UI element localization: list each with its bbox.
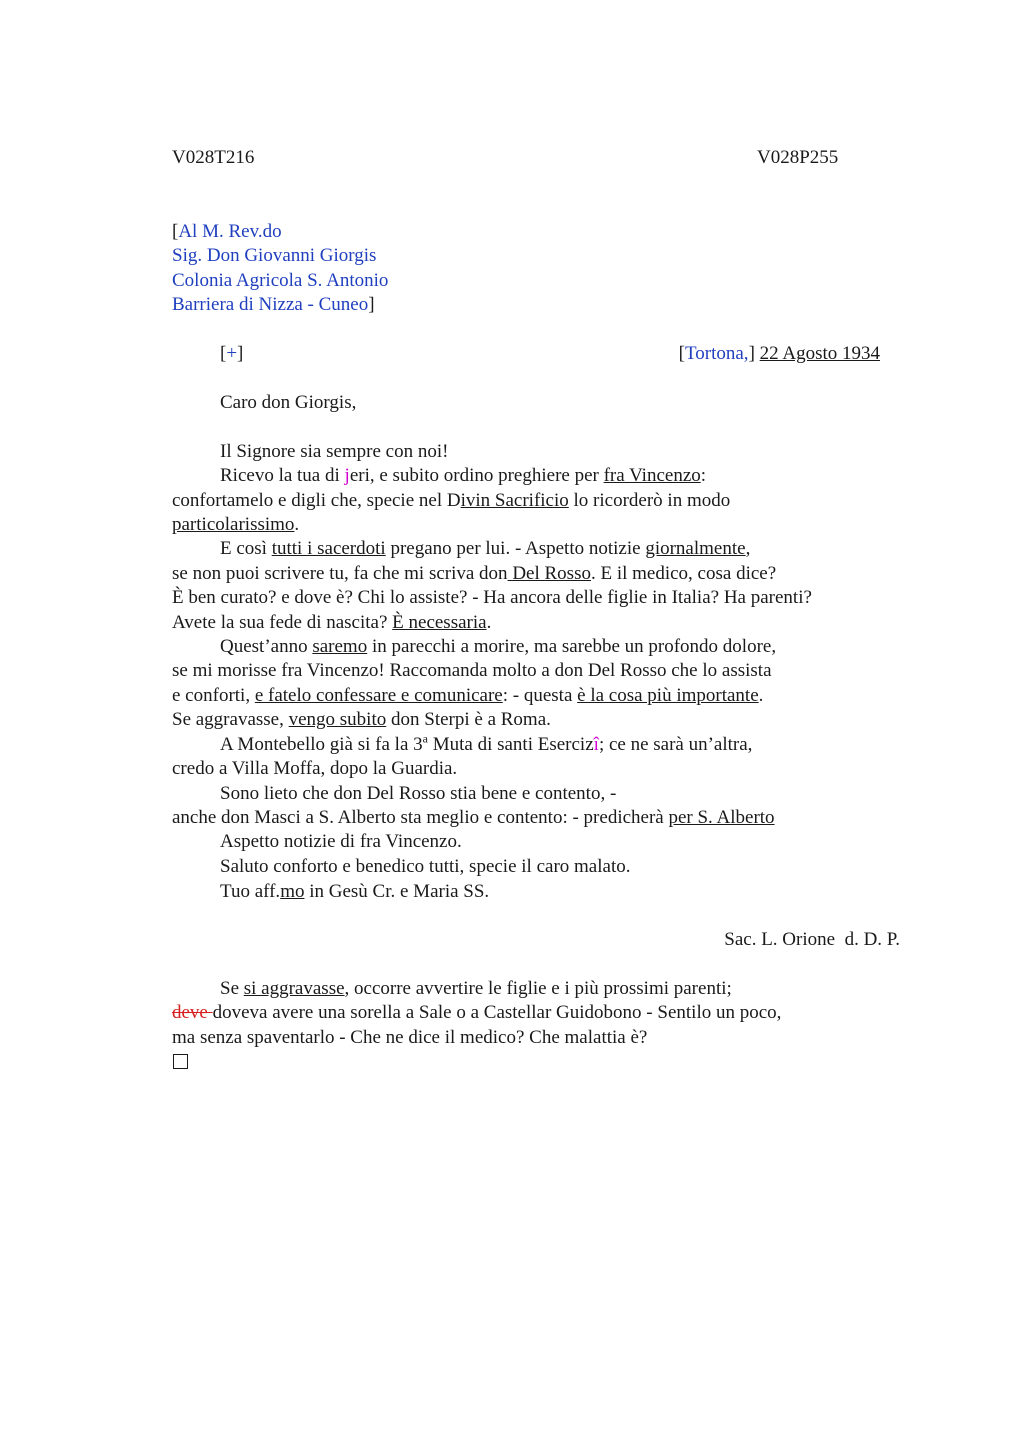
body-line: Quest’anno saremo in parecchi a morire, ma sarebbe un profondo dolore, [220, 636, 777, 657]
deleted-word: deve [172, 1002, 213, 1023]
body-line: È ben curato? e dove è? Chi lo assiste? - Ha ancora delle figlie in Italia? Ha parenti? [172, 587, 812, 608]
bracket: ] [368, 294, 375, 315]
dateline: [Tortona,] 22 Agosto 1934 [678, 343, 880, 364]
body-line: confortamelo e digli che, specie nel Divin Sacrificio lo ricorderò in modo [172, 490, 731, 511]
body-line: Saluto conforto e benedico tutti, specie il caro malato. [220, 856, 631, 877]
address-line-1 [172, 220, 282, 244]
body-line: Aspetto notizie di fra Vincenzo. [220, 831, 462, 852]
address-line-3: Colonia Agricola S. Antonio [172, 270, 389, 291]
body-line: A Montebello già si fa la 3$^a$ Muta di santi Esercizî; ce ne sarà un’altra, [220, 731, 753, 755]
body-line: Tuo aff.mo in Gesù Cr. e Maria SS. [220, 881, 490, 902]
document-code-left: V028T216 [172, 147, 255, 168]
postscript-line: deve doveva avere una sorella a Sale o a Castellar Guidobono - Sentilo un poco, [172, 1002, 782, 1023]
place-name: Tortona, [684, 343, 749, 364]
body-line: anche don Masci a S. Alberto sta meglio e contento: - predicherà per S. Alberto [172, 807, 775, 828]
body-line: particolarissimo. [172, 514, 300, 535]
address-line-4 [172, 293, 375, 317]
salutation: Caro don Giorgis, [220, 392, 357, 413]
body-line: e conforti, e fatelo confessare e comunicare: - questa è la cosa più importante. [172, 685, 764, 706]
document-code-right: V028P255 [757, 147, 839, 168]
body-line: E così tutti i sacerdoti pregano per lui. - Aspetto notizie giornalmente, [220, 538, 751, 559]
signature: Sac. L. Orione d. D. P. [724, 929, 900, 950]
bracket: [ [172, 221, 179, 242]
letter-date: 22 Agosto 1934 [759, 343, 880, 364]
body-line: Sono lieto che don Del Rosso stia bene e contento, - [220, 783, 617, 804]
body-line: Se aggravasse, vengo subito don Sterpi è a Roma. [172, 709, 551, 730]
body-line: Avete la sua fede di nascita? È necessaria. [172, 612, 492, 633]
address-text: Barriera di Nizza - Cuneo [172, 294, 369, 315]
body-line: se non puoi scrivere tu, fa che mi scriva don Del Rosso. E il medico, cosa dice? [172, 563, 777, 584]
postscript-line: ma senza spaventarlo - Che ne dice il medico? Che malattia è? [172, 1027, 648, 1048]
end-mark-icon [173, 1054, 188, 1069]
cross-mark: [+] [220, 343, 244, 364]
body-line: credo a Villa Moffa, dopo la Guardia. [172, 758, 458, 779]
address-text: Al M. Rev.do [178, 221, 282, 242]
body-line: Ricevo la tua di jeri, e subito ordino preghiere per fra Vincenzo: [220, 465, 707, 486]
address-line-2: Sig. Don Giovanni Giorgis [172, 245, 377, 266]
body-line: se mi morisse fra Vincenzo! Raccomanda molto a don Del Rosso che lo assista [172, 660, 772, 681]
body-line: Il Signore sia sempre con noi! [220, 441, 449, 462]
postscript-line: Se si aggravasse, occorre avvertire le figlie e i più prossimi parenti; [220, 978, 732, 999]
